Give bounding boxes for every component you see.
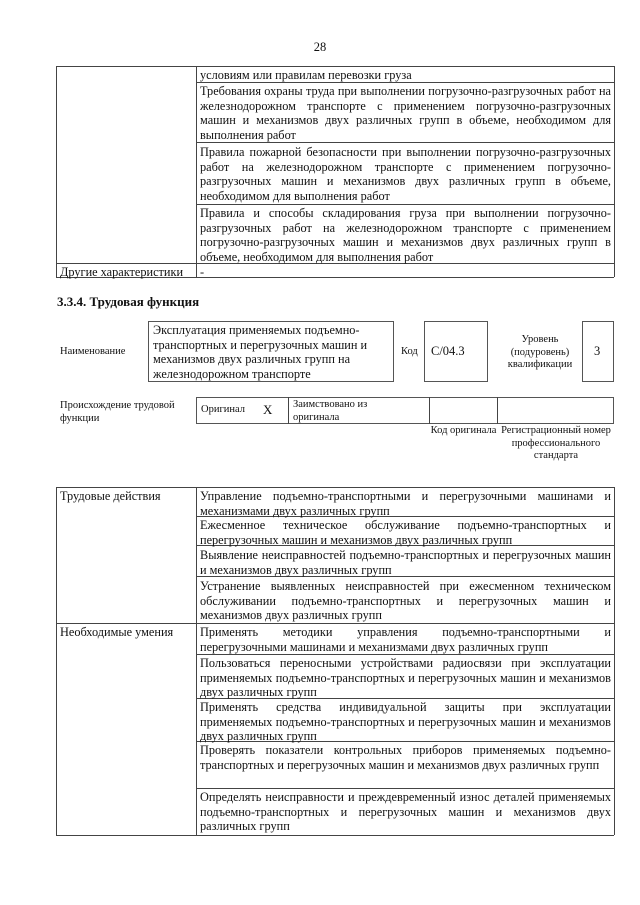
code-label: Код: [401, 346, 418, 357]
origin-label: Происхождение трудовой функции: [60, 400, 175, 424]
section-title: 3.3.4. Трудовая функция: [57, 294, 200, 309]
origin-row: [196, 397, 614, 424]
skill-item: Применять методики управления подъемно-транспортными и перегрузочными машинами и механизмами двух различных групп: [200, 625, 611, 654]
original-label: Оригинал: [201, 404, 245, 415]
other-characteristics-label: Другие характеристики: [60, 265, 184, 279]
top-table-row-1: Требования охраны труда при выполнении погрузочно-разгрузочных работ на железнодорожном транспорте с применением погрузочно-разгрузочных машин и механизмов двух различных групп в объеме, необходимом для выполнения работ: [200, 84, 611, 142]
skill-item: Определять неисправности и преждевременный износ деталей применяемых подъемно-транспортных и перегрузочных машин и механизмов двух различных групп: [200, 790, 611, 834]
name-label: Наименование: [60, 346, 126, 357]
top-table-row-3: Правила и способы складирования груза при выполнении погрузочно-разгрузочных работ на железнодорожном транспорте с применением погрузочно-разгрузочных машин и механизмов двух различных групп в объеме, необходимом для выполнения работ: [200, 206, 611, 264]
required-skills-label: Необходимые умения: [60, 625, 174, 639]
top-table-row-0: условиям или правилам перевозки груза: [200, 68, 412, 82]
top-table-row-2: Правила пожарной безопасности при выполнении погрузочно-разгрузочных работ на железнодорожном транспорте с применением погрузочно-разгрузочных машин и механизмов двух различных групп в объеме, необходимом для выполнения работ: [200, 145, 611, 203]
labor-action-item: Ежесменное техническое обслуживание подъемно-транспортных и перегрузочных машин и механизмов двух различных групп: [200, 518, 611, 547]
function-name-box: [148, 321, 394, 382]
code-original-caption: Код оригинала: [430, 425, 497, 436]
level-label: Уровень (подуровень) квалификации: [507, 334, 573, 370]
function-name-value: Эксплуатация применяемых подъемно-транспортных и перегрузочных машин и механизмов двух различных групп на железнодорожном транспорте: [153, 323, 368, 381]
original-mark: X: [263, 402, 273, 417]
borrowed-label: Заимствовано из оригинала: [293, 399, 368, 423]
level-box: [582, 321, 614, 382]
labor-actions-label: Трудовые действия: [60, 489, 161, 503]
level-value: 3: [594, 344, 601, 358]
skill-item: Проверять показатели контрольных приборов применяемых подъемно-транспортных и перегрузочных машин и механизмов двух различных групп: [200, 743, 611, 772]
skill-item: Пользоваться переносными устройствами радиосвязи при эксплуатации применяемых подъемно-транспортных и перегрузочных машин и механизмов двух различных групп: [200, 656, 611, 700]
labor-action-item: Выявление неисправностей подъемно-транспортных и перегрузочных машин и механизмов двух различных групп: [200, 548, 611, 577]
code-value: C/04.3: [431, 344, 465, 358]
other-characteristics-value: -: [200, 265, 205, 279]
labor-action-item: Устранение выявленных неисправностей при ежесменном техническом обслуживании подъемно-транспортных и перегрузочных машин и механизмов двух различных групп: [200, 579, 611, 623]
labor-action-item: Управление подъемно-транспортными и перегрузочными машинами и механизмами двух различных групп: [200, 489, 611, 518]
page-number: 28: [313, 40, 327, 54]
skill-item: Применять средства индивидуальной защиты при эксплуатации применяемых подъемно-транспортных и перегрузочных машин и механизмов двух различных групп: [200, 700, 611, 744]
code-box: [424, 321, 488, 382]
reg-number-caption: Регистрационный номер профессионального стандарта: [501, 425, 611, 461]
